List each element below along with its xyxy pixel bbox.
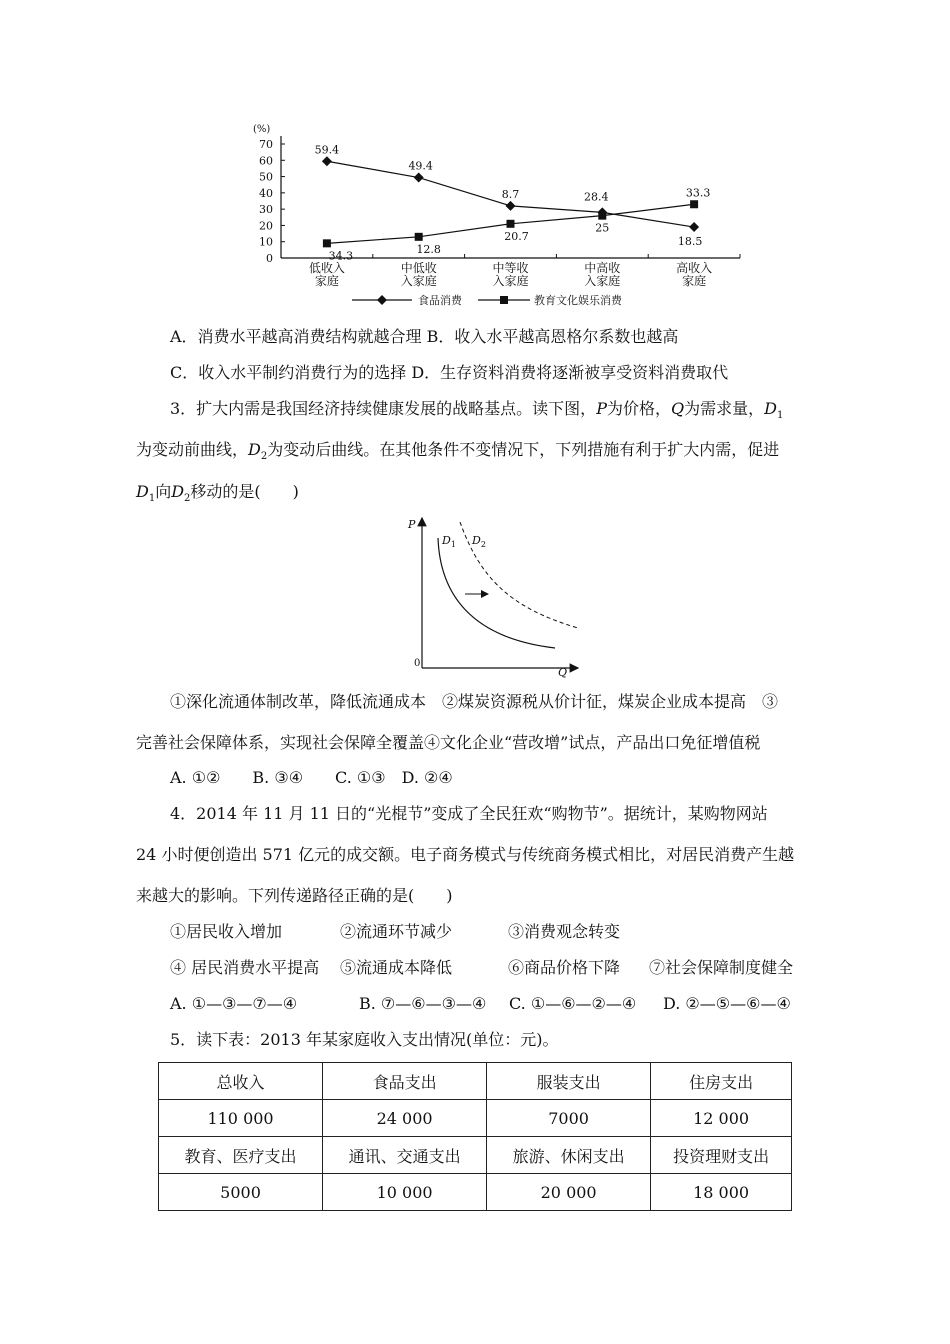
q4-item-7: ⑦社会保障制度健全	[649, 958, 794, 977]
y-tick-label: 30	[259, 203, 273, 217]
var-q: Q	[670, 399, 685, 418]
x-tick-label: 中高收	[584, 261, 621, 275]
data-point-square	[598, 212, 606, 220]
table-cell: 5000	[159, 1174, 323, 1211]
data-point-square	[323, 239, 331, 247]
y-tick-label: 60	[259, 154, 273, 168]
table-cell: 住房支出	[651, 1063, 792, 1100]
q3-stem-line-1: 3．扩大内需是我国经济持续健康发展的战略基点。读下图，P为价格，Q为需求量，$D_1$	[170, 399, 784, 422]
data-point-diamond	[689, 222, 699, 232]
q-axis-label: Q	[558, 666, 568, 679]
data-label: 18.5	[677, 235, 703, 249]
q5-title: 5．读下表：2013 年某家庭收入支出情况(单位：元)。	[170, 1030, 559, 1049]
origin-label: 0	[414, 658, 421, 669]
q3-stem-line-3: $D_1$向$D_2$移动的是( )	[136, 482, 299, 505]
demand-curve-graph	[400, 508, 590, 680]
table-cell: 18 000	[651, 1174, 792, 1211]
var-d1: D	[764, 399, 777, 418]
q2-option-line-2: C．收入水平制约消费行为的选择 D．生存资料消费将逐渐被享受资料消费取代	[170, 363, 729, 382]
data-label: 20.7	[504, 229, 529, 243]
data-point-square	[507, 220, 515, 228]
x-tick-label: 家庭	[314, 274, 339, 288]
q3-options: A. ①② B. ③④ C. ①③ D. ②④	[170, 768, 453, 787]
var-p: P	[596, 399, 607, 418]
q2-option-line-1: A．消费水平越高消费结构就越合理 B．收入水平越高恩格尔系数也越高	[170, 327, 679, 346]
data-label: 59.4	[314, 143, 340, 157]
x-tick-label: 入家庭	[492, 274, 529, 288]
data-label: 49.4	[408, 159, 433, 173]
q4-option-d: D. ②—⑤—⑥—④	[663, 994, 791, 1013]
data-point-square	[690, 200, 698, 208]
table-cell: 20 000	[487, 1174, 651, 1211]
table-row	[159, 1100, 792, 1137]
q3-statement-line-2: 完善社会保障体系，实现社会保障全覆盖④文化企业“营改增”试点，产品出口免征增值税	[136, 733, 761, 752]
y-tick-label: 50	[259, 170, 273, 184]
data-point-diamond	[414, 173, 424, 183]
legend-marker-square	[500, 296, 508, 304]
q3-statement-line-1: ①深化流通体制改革，降低流通成本 ②煤炭资源税从价计征，煤炭企业成本提高 ③	[170, 692, 779, 711]
p-axis-label: P	[408, 518, 416, 531]
table-cell: 总收入	[159, 1063, 323, 1100]
q4-item-2: ②流通环节减少	[340, 922, 453, 941]
x-tick-label: 低收入	[308, 261, 345, 275]
d1-curve	[438, 538, 555, 648]
table-cell: 12 000	[651, 1100, 792, 1137]
q4-item-3: ③消费观念转变	[508, 922, 621, 941]
q4-item-6: ⑥商品价格下降	[508, 958, 621, 977]
income-expense-table	[158, 1062, 792, 1211]
d1-label: $D_1$	[442, 534, 456, 549]
q4-item-1: ①居民收入增加	[170, 922, 283, 941]
table-row	[159, 1063, 792, 1100]
data-label: 34.3	[328, 249, 354, 263]
d2-label: $D_2$	[472, 534, 486, 549]
x-tick-label: 高收入	[676, 261, 713, 275]
y-tick-label: 10	[259, 235, 273, 249]
q3-stem-line-2: 为变动前曲线，$D_2$为变动后曲线。在其他条件不变情况下，下列措施有利于扩大内需，促进	[136, 440, 780, 463]
data-label: 33.3	[685, 186, 711, 200]
y-tick-label: 70	[259, 138, 273, 151]
table-cell: 教育、医疗支出	[159, 1137, 323, 1174]
table-cell: 10 000	[323, 1174, 487, 1211]
data-point-diamond	[322, 156, 332, 166]
table-cell: 24 000	[323, 1100, 487, 1137]
y-tick-label: 20	[259, 219, 273, 233]
table-cell: 食品支出	[323, 1063, 487, 1100]
q4-option-a: A. ①—③—⑦—④	[170, 994, 298, 1013]
q4-option-b: B. ⑦—⑥—③—④	[359, 994, 487, 1013]
x-tick-label: 入家庭	[400, 274, 437, 288]
q4-stem-line-1: 4．2014 年 11 月 11 日的“光棍节”变成了全民狂欢“购物节”。据统计，某购物网站	[170, 804, 768, 823]
q4-stem-line-3: 来越大的影响。下列传递路径正确的是( )	[136, 886, 453, 905]
table-cell: 通讯、交通支出	[323, 1137, 487, 1174]
table-cell: 110 000	[159, 1100, 323, 1137]
legend-marker-diamond	[377, 295, 387, 305]
table-cell: 7000	[487, 1100, 651, 1137]
data-label: 8.7	[501, 187, 520, 201]
x-tick-label: 中低收	[400, 261, 437, 275]
q4-option-c: C. ①—⑥—②—④	[509, 994, 637, 1013]
consumption-line-chart	[230, 118, 750, 313]
x-tick-label: 中等收	[492, 261, 529, 275]
x-tick-label: 入家庭	[584, 274, 621, 288]
data-label: 25	[595, 221, 610, 235]
table-row	[159, 1174, 792, 1211]
data-label: 12.8	[416, 242, 441, 256]
table-row	[159, 1137, 792, 1174]
x-tick-label: 家庭	[682, 274, 707, 288]
data-point-diamond	[506, 201, 516, 211]
table-cell: 服装支出	[487, 1063, 651, 1100]
q4-item-5: ⑤流通成本降低	[340, 958, 453, 977]
legend-label-education: 教育文化娱乐消费	[534, 294, 622, 307]
table-cell: 旅游、休闲支出	[487, 1137, 651, 1174]
q4-stem-line-2: 24 小时便创造出 571 亿元的成交额。电子商务模式与传统商务模式相比，对居民消费产生越	[136, 845, 795, 864]
data-point-square	[415, 233, 423, 241]
y-tick-label: 40	[259, 186, 273, 200]
y-tick-label: 0	[266, 252, 273, 265]
legend-label-food: 食品消费	[418, 294, 462, 307]
y-axis-unit: (%)	[253, 124, 271, 135]
q4-item-4: ④ 居民消费水平提高	[170, 958, 320, 977]
table-cell: 投资理财支出	[651, 1137, 792, 1174]
data-label: 28.4	[584, 190, 609, 204]
